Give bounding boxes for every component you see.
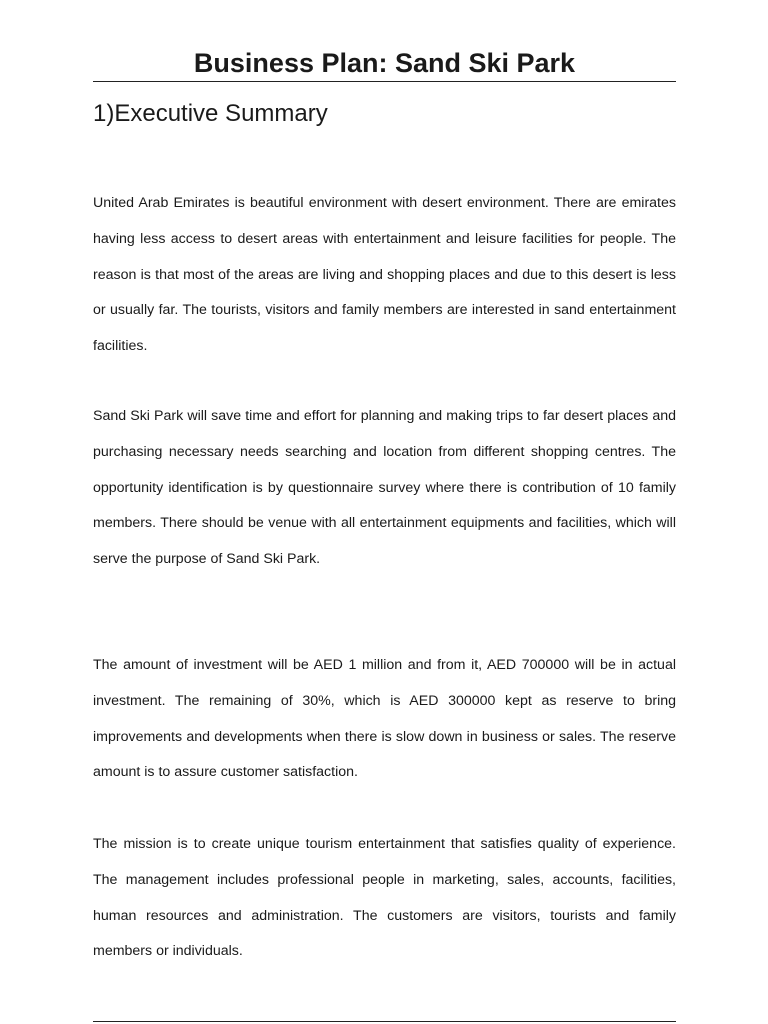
paragraph-investment: The amount of investment will be AED 1 million and from it, AED 700000 will be in actual investment. The remaining of 30%, which is AED 300000 kept as reserve to bring improvements and developments when there is slow down in business or sales. The reserve amount is to assure customer satisfaction. — [93, 657, 676, 781]
footer-divider — [93, 1021, 676, 1022]
title-divider — [93, 81, 676, 82]
paragraph-uae-environment: United Arab Emirates is beautiful environment with desert environment. There are emirates having less access to desert areas with entertainment and leisure facilities for people. The reason is that most of the areas are living and shopping places and due to this desert is less or usually far. The tourists, visitors and family members are interested in sand entertainment facilities. — [93, 195, 676, 355]
paragraph-mission: The mission is to create unique tourism entertainment that satisfies quality of experience. The management includes professional people in marketing, sales, accounts, facilities, human resources and administration. The customers are visitors, tourists and family members or individuals. — [93, 836, 676, 960]
paragraph-park-purpose: Sand Ski Park will save time and effort for planning and making trips to far desert places and purchasing necessary needs searching and location from different shopping centres. The opportunity identification is by questionnaire survey where there is contribution of 10 family members. There should be venue with all entertainment equipments and facilities, which will serve the purpose of Sand Ski Park. — [93, 408, 676, 568]
document-title: Business Plan: Sand Ski Park — [193, 48, 576, 78]
section-heading: 1)Executive Summary — [93, 100, 328, 127]
